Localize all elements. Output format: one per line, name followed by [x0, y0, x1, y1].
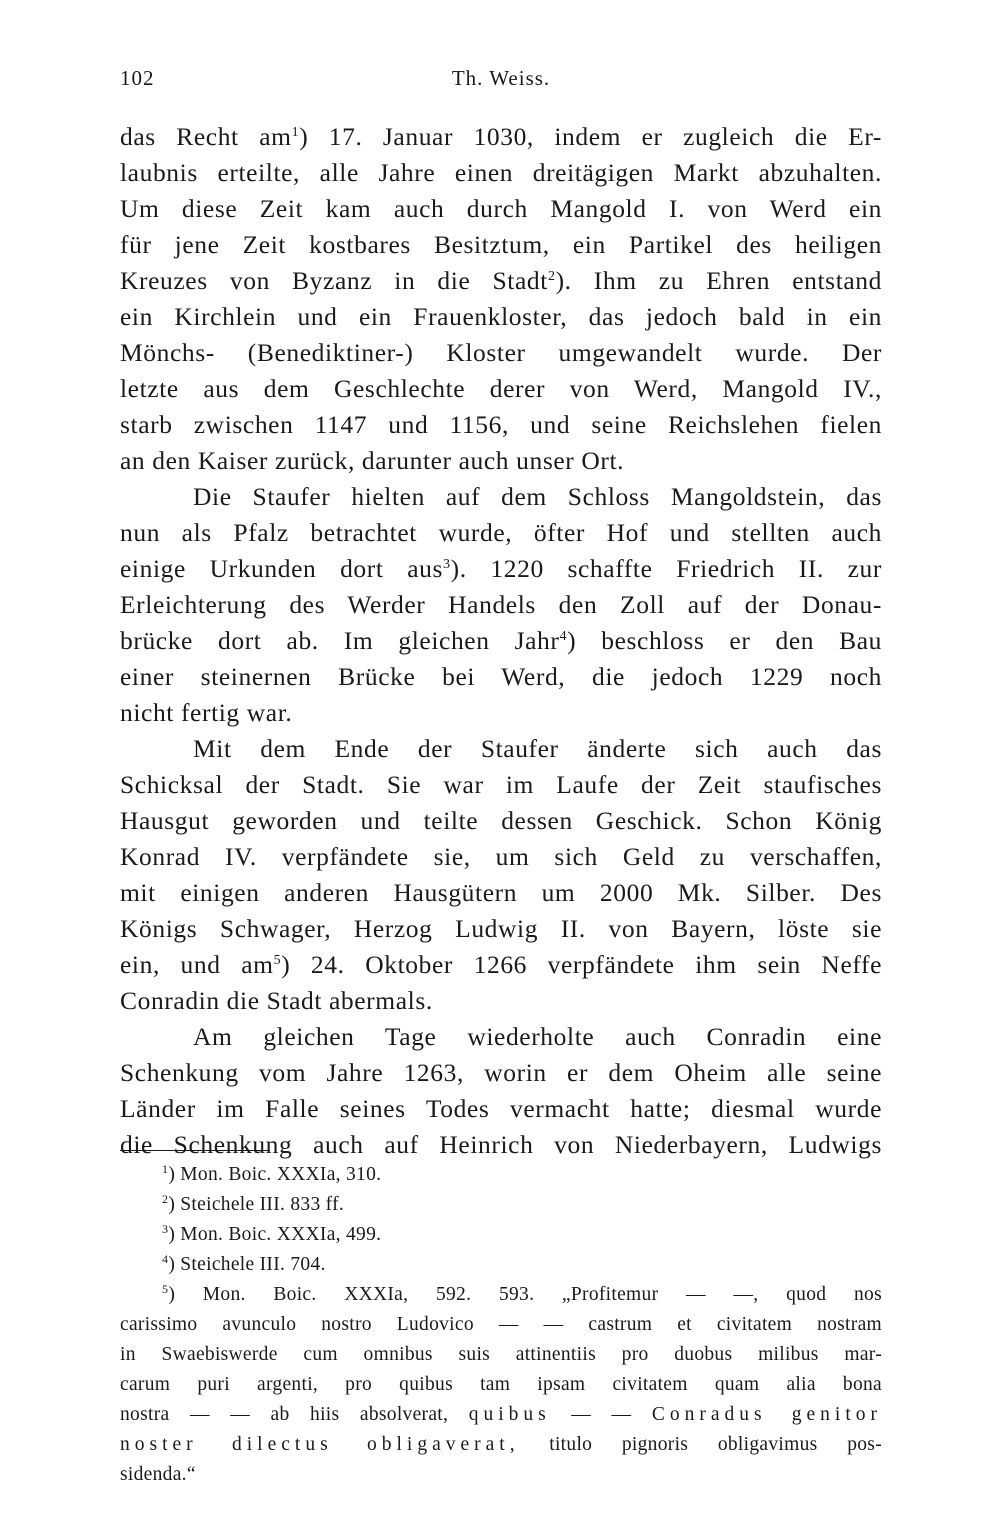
text-line: Mit dem Ende der Staufer änderte sich auch das: [193, 734, 882, 763]
footnote-line: carum puri argenti, pro quibus tam ipsam civitatem quam alia bona: [120, 1374, 882, 1395]
text-line: ein, und $am^5$) 24. Oktober 1266 verpfändete ihm sein Neffe: [120, 950, 882, 979]
text-line: Kreuzes von Byzanz in die Stadt$^2$). Ihm zu Ehren entstand: [120, 266, 882, 295]
text-line: Am gleichen Tage wiederholte auch Conradin eine: [193, 1022, 882, 1051]
text-line: ein Kirchlein und ein Frauenkloster, das jedoch bald in ein: [120, 302, 882, 331]
paragraph-1: [120, 119, 882, 479]
footnote-ref-3[interactable]: 3: [443, 557, 451, 572]
footnote-3: $^3$) Mon. Boic. XXXIa, 499.: [162, 1222, 382, 1245]
text-line: an den Kaiser zurück, darunter auch unser Ort.: [120, 446, 625, 475]
footnote-divider: [120, 1150, 270, 1151]
text-line: das Recht $am^1$) 17. Januar 1030, indem er zugleich die Er-: [120, 122, 882, 151]
footnote-line: carissimo avunculo nostro Ludovico — — castrum et civitatem nostram: [120, 1314, 882, 1335]
paragraph-4: [120, 1019, 882, 1163]
text-line: starb zwischen 1147 und 1156, und seine Reichslehen fielen: [120, 410, 882, 439]
text-line: Conradin die Stadt abermals.: [120, 986, 433, 1015]
footnote-2: $^2$) Steichele III. 833 ff.: [162, 1192, 345, 1215]
footnote-line: in Swaebiswerde cum omnibus suis attinentiis pro duobus milibus mar-: [120, 1344, 882, 1365]
text-line: einige Urkunden dort aus$^3$). 1220 schaffte Friedrich II. zur: [120, 554, 882, 583]
text-line: Um diese Zeit kam auch durch Mangold I. von Werd ein: [120, 194, 882, 223]
footnote-ref-2[interactable]: 2: [547, 269, 556, 284]
text-line: laubnis erteilte, alle Jahre einen dreitägigen Markt abzuhalten.: [120, 158, 882, 187]
page-number: 102: [120, 66, 155, 90]
paragraph-2: [120, 479, 882, 731]
footnote-4: $^4$) Steichele III. 704.: [162, 1252, 326, 1275]
text-line: einer steinernen Brücke bei Werd, die jedoch 1229 noch: [120, 662, 882, 691]
text-line: Mönchs- (Benediktiner-) Kloster umgewandelt wurde. Der: [120, 338, 882, 367]
text-line: Erleichterung des Werder Handels den Zoll auf der Donau-: [120, 590, 882, 619]
footnote-ref-5[interactable]: 5: [273, 953, 282, 968]
text-line: nun als Pfalz betrachtet wurde, öfter Hof und stellten auch: [120, 518, 882, 547]
text-line: brücke dort ab. Im gleichen Jahr$^4$) beschloss er den Bau: [120, 626, 883, 655]
footnote-ref-4[interactable]: 4: [559, 629, 568, 644]
text-line: Königs Schwager, Herzog Ludwig II. von Bayern, löste sie: [120, 914, 882, 943]
footnote-1: $^1$) Mon. Boic. XXXIa, 310.: [162, 1162, 382, 1185]
text-line: Schicksal der Stadt. Sie war im Laufe der Zeit staufisches: [120, 770, 882, 799]
text-line: letzte aus dem Geschlechte derer von Werd, Mangold IV.,: [120, 374, 882, 403]
footnote-line: sidenda.“: [120, 1464, 196, 1485]
text-line: Länder im Falle seines Todes vermacht hatte; diesmal wurde: [120, 1094, 882, 1123]
footnote-line: $^5$) Mon. Boic. XXXIa, 592. 593. „Profitemur — —, quod nos: [162, 1282, 882, 1305]
footnote-ref-1[interactable]: 1: [291, 125, 300, 140]
body-text: [120, 119, 882, 1163]
text-line: Hausgut geworden und teilte dessen Geschick. Schon König: [120, 806, 882, 835]
footnote-line: nostra — — ab hiis absolverat, quibus — — Conradus genitor: [120, 1404, 882, 1425]
page-header: [120, 66, 882, 96]
text-line: die Schenkung auch auf Heinrich von Niederbayern, Ludwigs: [120, 1130, 882, 1159]
text-line: nicht fertig war.: [120, 698, 293, 727]
footnotes: [120, 1160, 882, 1490]
text-line: Konrad IV. verpfändete sie, um sich Geld zu verschaffen,: [120, 842, 882, 871]
footnote-5: [120, 1280, 882, 1490]
footnote-line: noster dilectus obligaverat, titulo pignoris obligavimus pos-: [120, 1434, 882, 1455]
text-line: Die Staufer hielten auf dem Schloss Mangoldstein, das: [193, 482, 882, 511]
paragraph-3: [120, 731, 882, 1019]
running-head: Th. Weiss.: [451, 66, 551, 90]
text-line: Schenkung vom Jahre 1263, worin er dem Oheim alle seine: [120, 1058, 882, 1087]
text-line: für jene Zeit kostbares Besitztum, ein Partikel des heiligen: [120, 230, 882, 259]
text-line: mit einigen anderen Hausgütern um 2000 Mk. Silber. Des: [120, 878, 882, 907]
